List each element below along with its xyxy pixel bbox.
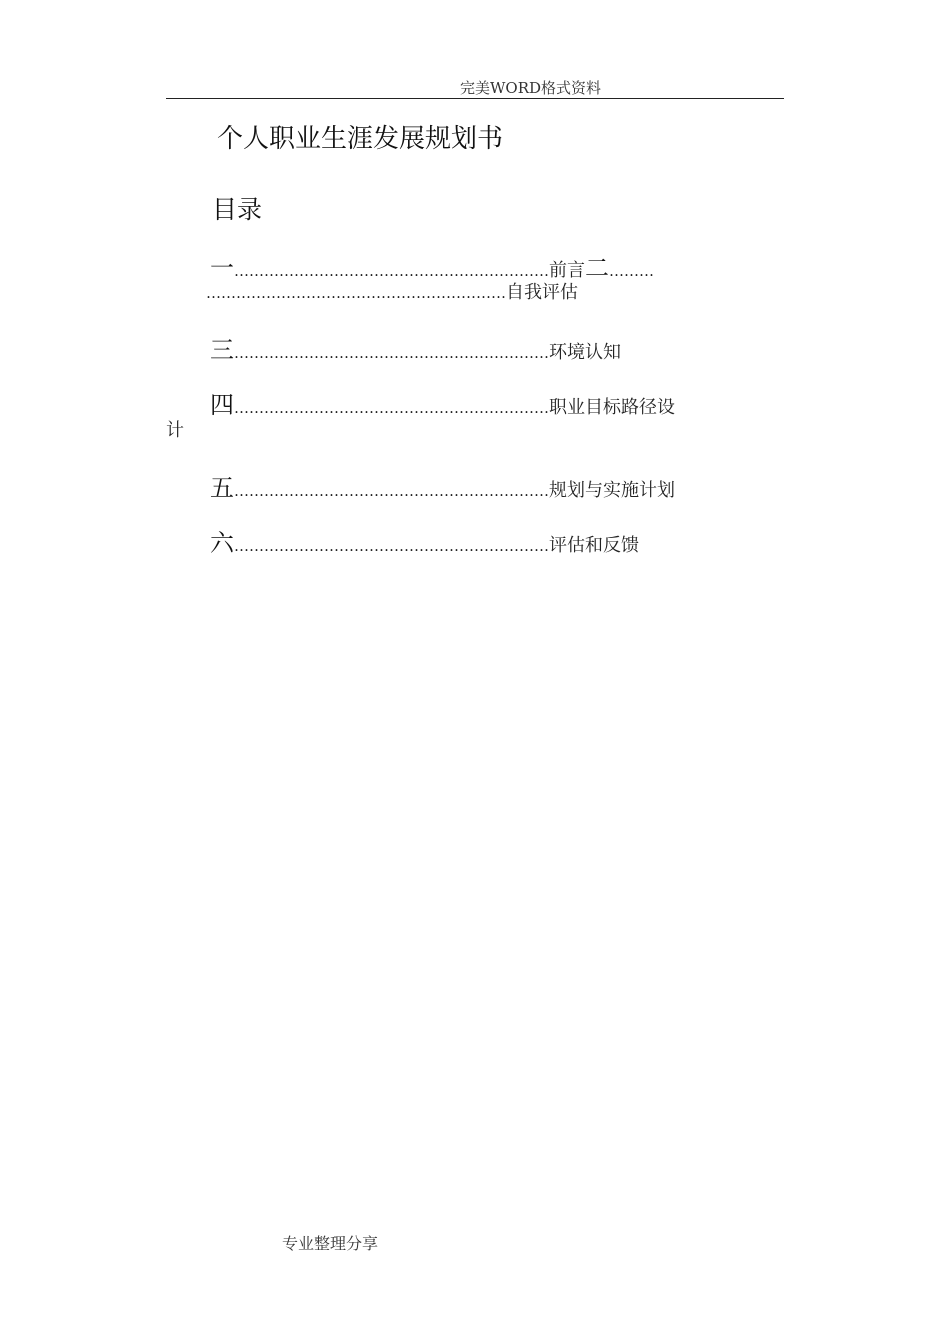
toc-label: 评估和反馈 (549, 535, 639, 556)
toc-entry-6 (210, 523, 639, 558)
toc-label: 规划与实施计划 (549, 480, 675, 501)
toc-label-part: 职业目标路径设 (549, 397, 675, 418)
page-header-text: 完美WORD格式资料 (460, 79, 602, 97)
toc-entry-3 (210, 330, 621, 365)
document-title: 个人职业生涯发展规划书 (217, 124, 504, 154)
toc-numeral: 四 (210, 391, 234, 419)
toc-entry-4-wrap (166, 416, 184, 442)
toc-numeral: 六 (210, 529, 234, 557)
toc-heading: 目录 (212, 195, 263, 224)
toc-entry-2-continuation (206, 278, 578, 304)
toc-label: 环境认知 (549, 342, 621, 363)
header-rule (166, 98, 784, 99)
toc-numeral: 三 (210, 336, 234, 364)
toc-leader-dots: ……………………………………………………… (234, 262, 549, 280)
toc-leader-dots: ……… (609, 262, 654, 280)
page-footer-text: 专业整理分享 (282, 1234, 379, 1253)
toc-label: 自我评估 (506, 282, 578, 303)
toc-leader-dots: ……………………………………………………… (234, 482, 549, 500)
toc-leader-dots: ……………………………………………………… (234, 344, 549, 362)
toc-leader-dots: ……………………………………………………… (234, 537, 549, 555)
toc-leader-dots: …………………………………………………… (206, 284, 506, 302)
toc-entry-4 (210, 385, 675, 420)
toc-numeral: 一 (210, 254, 234, 282)
toc-label-part: 计 (166, 420, 184, 441)
toc-numeral: 二 (585, 254, 609, 282)
toc-numeral: 五 (210, 474, 234, 502)
toc-entry-5 (210, 468, 675, 503)
toc-label: 前言 (549, 260, 585, 281)
toc-leader-dots: ……………………………………………………… (234, 399, 549, 417)
